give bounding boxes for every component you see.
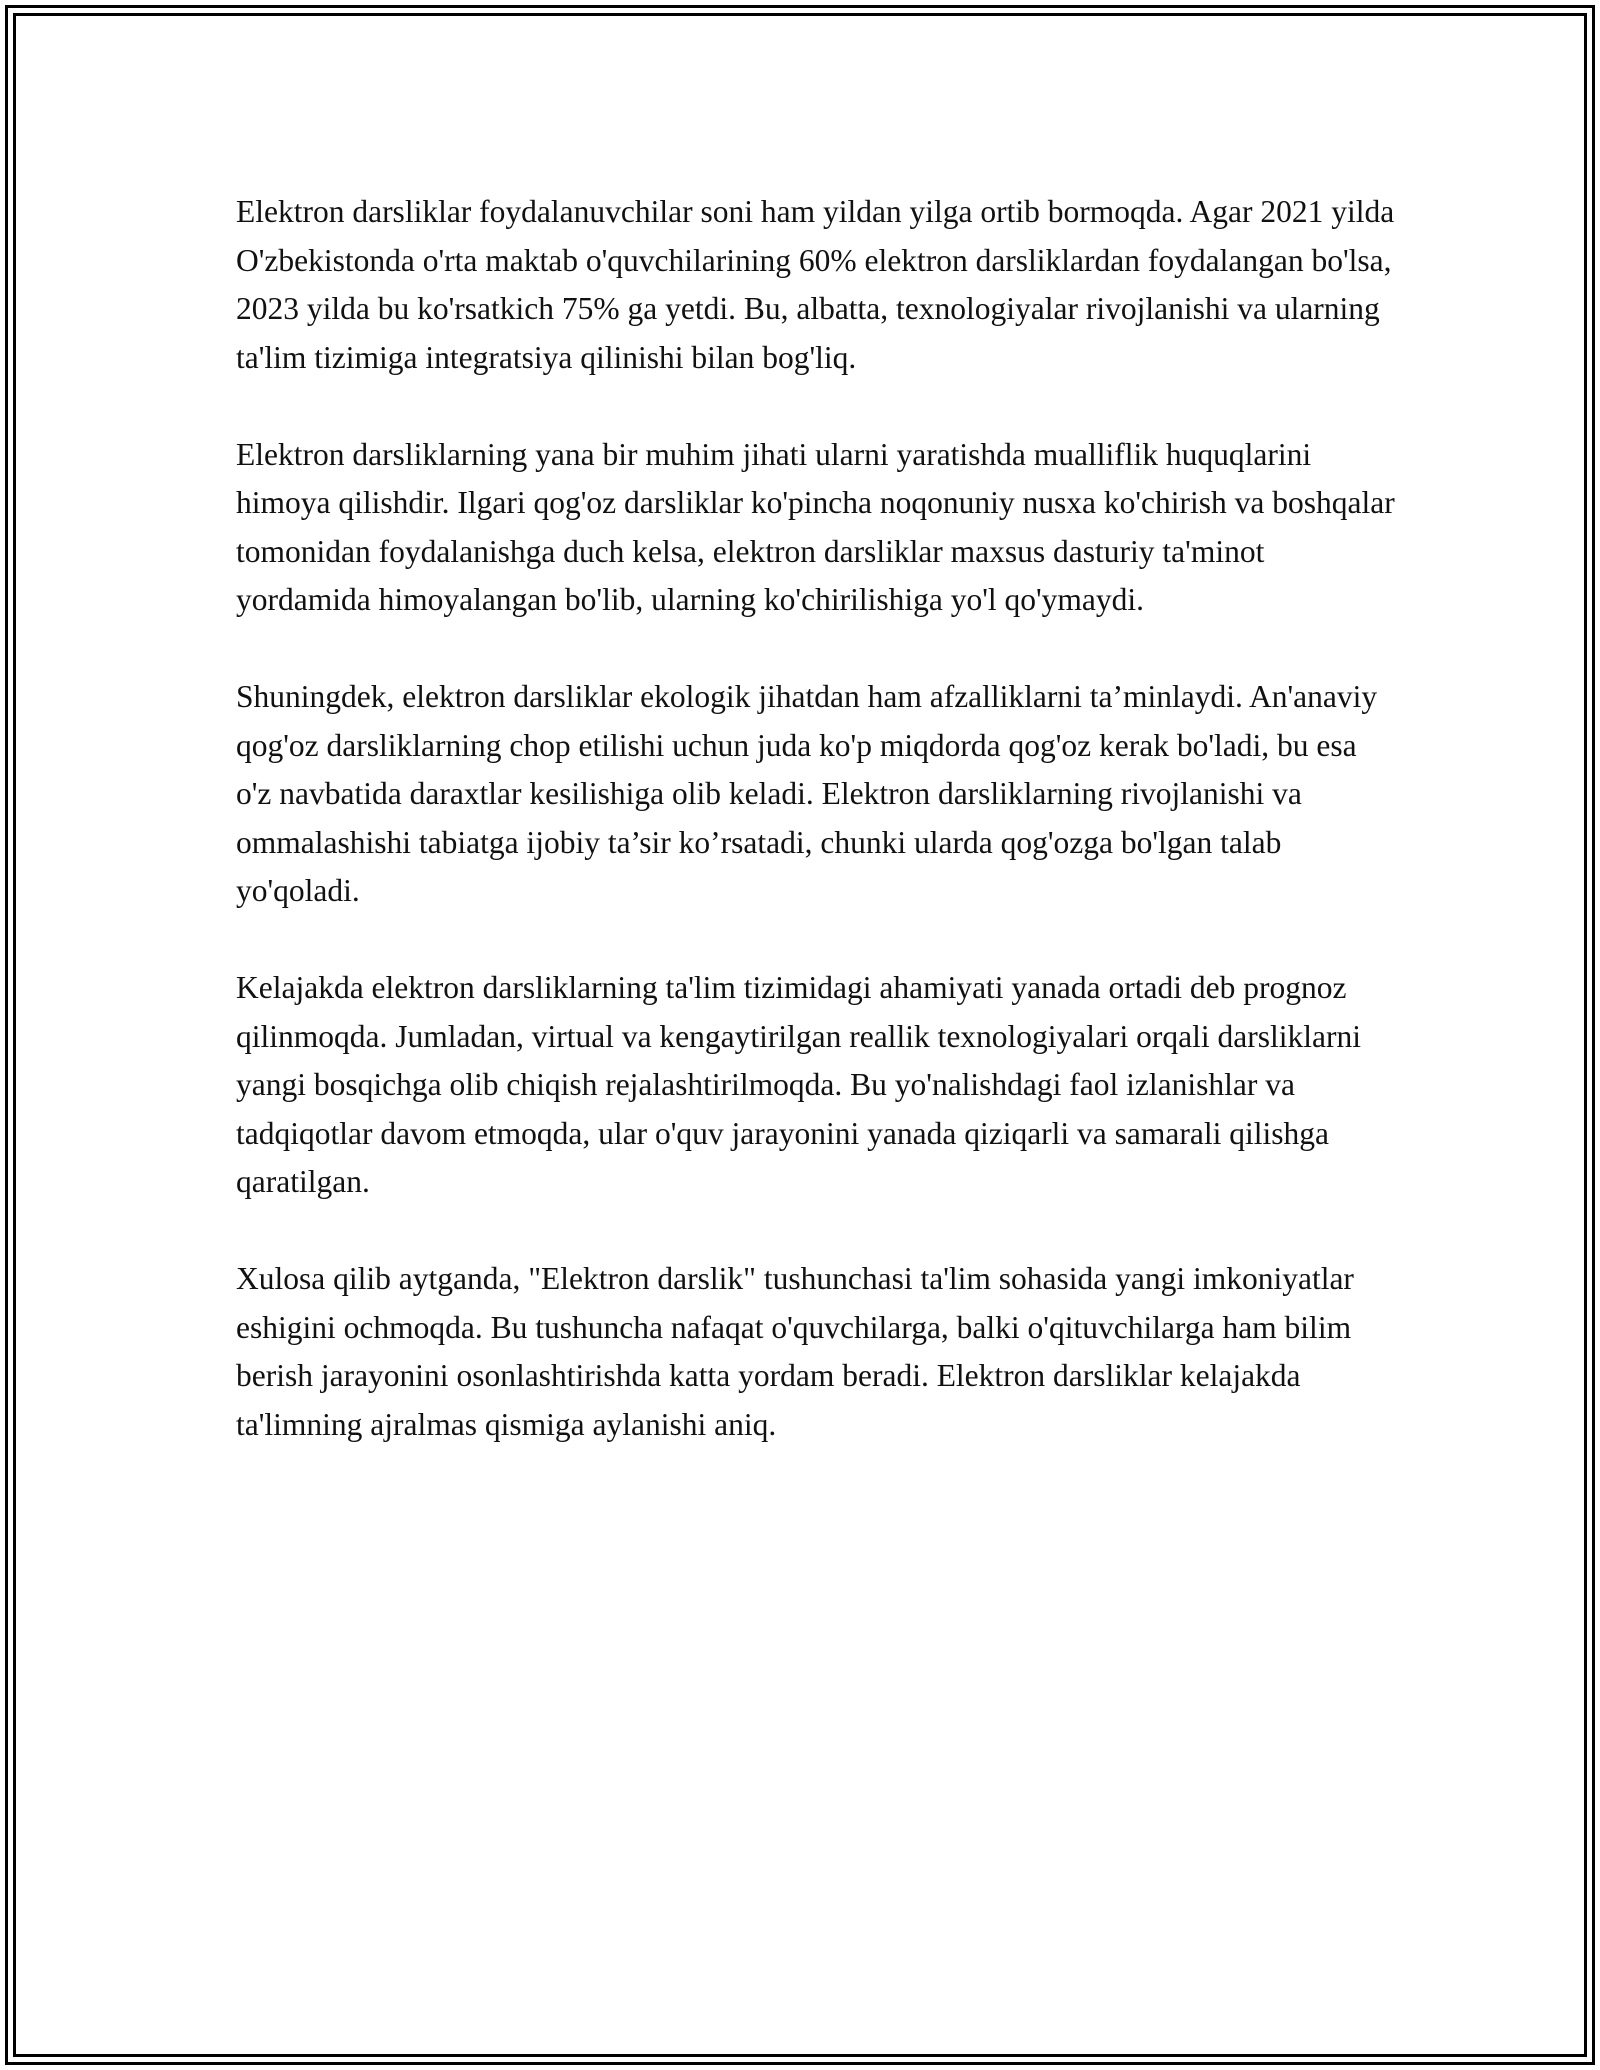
paragraph-2: Elektron darsliklarning yana bir muhim jihati ularni yaratishda mualliflik huquqlarini himoya qilishdir. Ilgari qog'oz darsliklar ko'pincha noqonuniy nusxa ko'chirish va boshqalar tomonidan foydalanishga duch kelsa, elektron darsliklar maxsus dasturiy ta'minot yordamida himoyalangan bo'lib, ularning ko'chirilishiga yo'l qo'ymaydi.: [236, 436, 1395, 617]
paragraph-1: Elektron darsliklar foydalanuvchilar soni ham yildan yilga ortib bormoqda. Agar 2021 yilda O'zbekistonda o'rta maktab o'quvchilarining 60% elektron darsliklardan foydalangan bo'lsa, 2023 yilda bu ko'rsatkich 75% ga yetdi. Bu, albatta, texnologiyalar rivojlanishi va ularning ta'lim tizimiga integratsiya qilinishi bilan bog'liq.: [236, 194, 1395, 375]
paragraph-4: Kelajakda elektron darsliklarning ta'lim tizimidagi ahamiyati yanada ortadi deb prognoz qilinmoqda. Jumladan, virtual va kengaytirilgan reallik texnologiyalari orqali darsliklarni yangi bosqichga olib chiqish rejalashtirilmoqda. Bu yo'nalishdagi faol izlanishlar va tadqiqotlar davom etmoqda, ular o'quv jarayonini yanada qiziqarli va samarali qilishga qaratilgan.: [236, 970, 1361, 1199]
paragraph-3: Shuningdek, elektron darsliklar ekologik jihatdan ham afzalliklarni ta’minlaydi. An'anaviy qog'oz darsliklarning chop etilishi uchun juda ko'p miqdorda qog'oz kerak bo'ladi, bu esa o'z navbatida daraxtlar kesilishiga olib keladi. Elektron darsliklarning rivojlanishi va ommalashishi tabiatga ijobiy ta’sir ko’rsatadi, chunki ularda qog'ozga bo'lgan talab yo'qoladi.: [236, 679, 1378, 908]
document-body: [236, 188, 1396, 1498]
paragraph-5: Xulosa qilib aytganda, "Elektron darslik" tushunchasi ta'lim sohasida yangi imkoniyatlar eshigini ochmoqda. Bu tushuncha nafaqat o'quvchilarga, balki o'qituvchilarga ham bilim berish jarayonini osonlashtirishda katta yordam beradi. Elektron darsliklar kelajakda ta'limning ajralmas qismiga aylanishi aniq.: [236, 1261, 1354, 1442]
